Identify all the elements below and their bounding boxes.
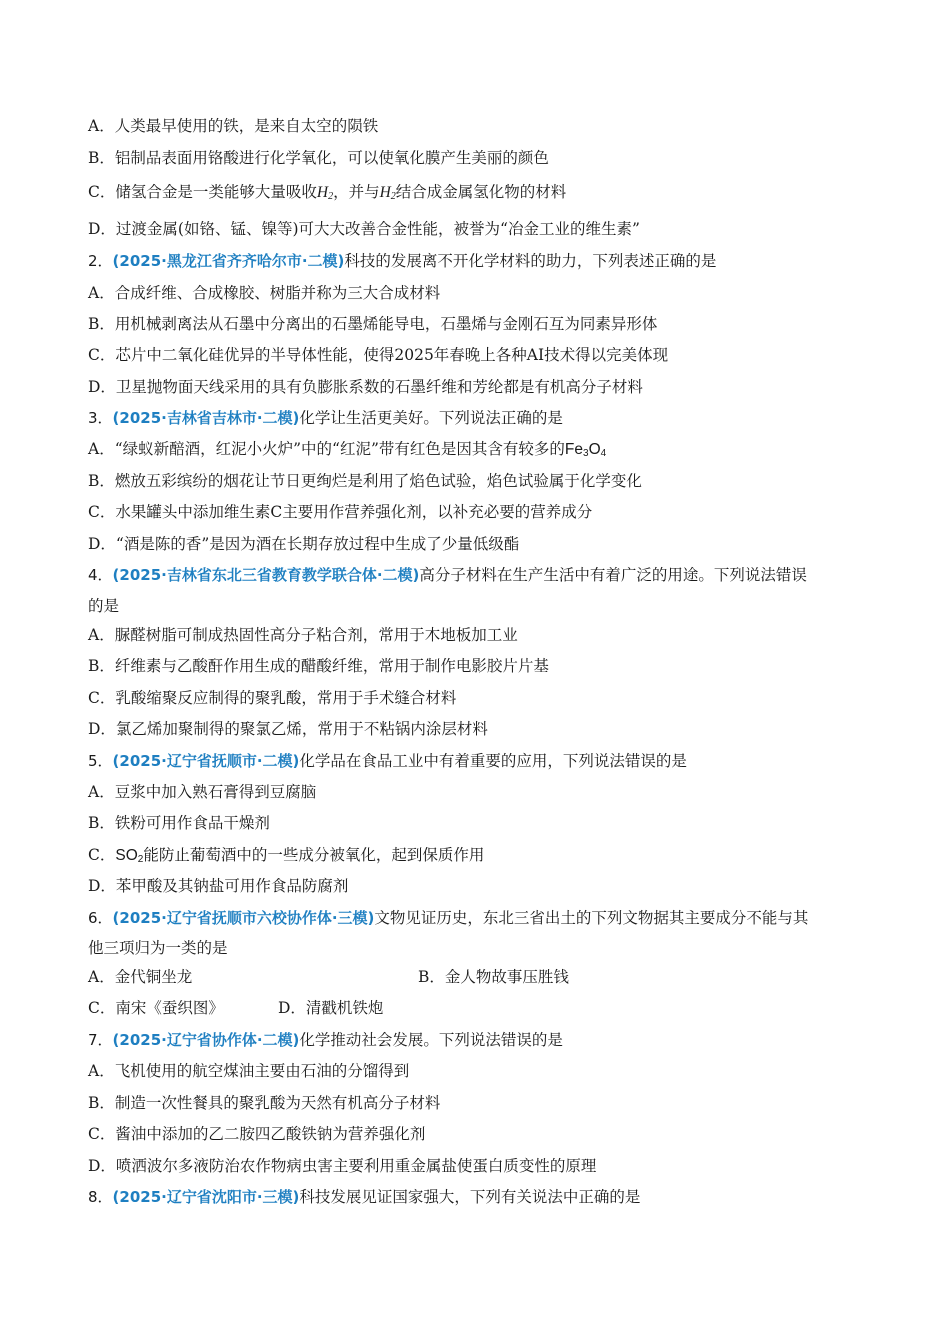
formula-fe: Fe (564, 441, 583, 458)
q6-option-c: C．南宋《蚕织图》 (88, 999, 224, 1017)
q1-option-c-text-pre: C．储氢合金是一类能够大量吸收 (88, 183, 317, 201)
question-number: 2． (88, 252, 113, 270)
q3-option-c: C．水果罐头中添加维生素C主要用作营养强化剂，以补充必要的营养成分 (88, 503, 593, 521)
q5-option-d: D．苯甲酸及其钠盐可用作食品防腐剂 (88, 877, 349, 895)
h2-formula: $H_2$ (316, 184, 334, 202)
q8-stem (88, 1186, 858, 1208)
question-stem: 科技的发展离不开化学材料的助力，下列表述正确的是 (344, 252, 717, 270)
formula-sub: 4 (600, 448, 607, 459)
q5-option-c (88, 844, 858, 867)
q2-option-a: A．合成纤维、合成橡胶、树脂并称为三大合成材料 (88, 284, 441, 302)
q3-option-b: B．燃放五彩缤纷的烟花让节日更绚烂是利用了焰色试验，焰色试验属于化学变化 (88, 472, 642, 490)
q1-option-c (88, 181, 858, 204)
q5-option-b: B．铁粉可用作食品干燥剂 (88, 814, 270, 832)
q5-option-c-text: 能防止葡萄酒中的一些成分被氧化，起到保质作用 (143, 846, 485, 864)
q1-option-c-text-post: 结合成金属氢化物的材料 (395, 183, 567, 201)
question-number: 6． (88, 909, 113, 927)
q7-option-c: C．酱油中添加的乙二胺四乙酸铁钠为营养强化剂 (88, 1125, 426, 1143)
question-source: (2025·辽宁省协作体·二模) (112, 1031, 300, 1049)
question-number: 8． (88, 1188, 113, 1206)
q3-stem (88, 407, 858, 429)
q2-option-c: C．芯片中二氧化硅优异的半导体性能，使得2025年春晚上各种AI技术得以完美体现 (88, 346, 669, 364)
question-stem: 科技发展见证国家强大，下列有关说法中正确的是 (299, 1188, 641, 1206)
q6-option-b: B．金人物故事压胜钱 (418, 968, 569, 986)
question-stem: 化学品在食品工业中有着重要的应用，下列说法错误的是 (299, 752, 687, 770)
question-number: 4． (88, 566, 113, 584)
option-letter: C． (88, 846, 116, 864)
question-stem: 化学推动社会发展。下列说法错误的是 (299, 1031, 563, 1049)
formula-h: H (316, 184, 329, 201)
q6-stem (88, 907, 858, 929)
q1-option-a: A．人类最早使用的铁，是来自太空的陨铁 (88, 117, 379, 135)
question-source: (2025·辽宁省抚顺市·二模) (112, 752, 300, 770)
q4-stem-continued: 的是 (88, 597, 120, 615)
fe3o4-formula (565, 441, 606, 458)
formula-sub: 2 (137, 854, 144, 865)
question-stem: 文物见证历史，东北三省出土的下列文物据其主要成分不能与其 (374, 909, 809, 927)
q4-stem (88, 564, 858, 586)
question-number: 5． (88, 752, 113, 770)
q1-option-b: B．铝制品表面用铬酸进行化学氧化，可以使氧化膜产生美丽的颜色 (88, 149, 549, 167)
q3-option-d: D．“酒是陈的香”是因为酒在长期存放过程中生成了少量低级酯 (88, 535, 520, 553)
question-stem: 高分子材料在生产生活中有着广泛的用途。下列说法错误 (419, 566, 807, 584)
q4-option-b: B．纤维素与乙酸酐作用生成的醋酸纤维，常用于制作电影胶片片基 (88, 657, 549, 675)
q1-option-c-text-mid: ，并与 (333, 183, 380, 201)
q6-option-d: D．清戳机铁炮 (278, 999, 384, 1017)
q1-option-d: D．过渡金属(如铬、锰、镍等)可大大改善合金性能，被誉为“冶金工业的维生素” (88, 220, 640, 238)
q7-option-a: A．飞机使用的航空煤油主要由石油的分馏得到 (88, 1062, 410, 1080)
question-number: 7． (88, 1031, 113, 1049)
q3-option-a (88, 438, 858, 461)
q7-option-d: D．喷洒波尔多液防治农作物病虫害主要利用重金属盐使蛋白质变性的原理 (88, 1157, 597, 1175)
q6-option-a: A．金代铜坐龙 (88, 968, 193, 986)
q3-option-a-text: A．“绿蚁新醅酒，红泥小火炉”中的“红泥”带有红色是因其含有较多的 (88, 440, 565, 458)
q7-stem (88, 1029, 858, 1051)
question-source: (2025·辽宁省沈阳市·三模) (112, 1188, 300, 1206)
q4-option-a: A．脲醛树脂可制成热固性高分子粘合剂，常用于木地板加工业 (88, 626, 518, 644)
q2-option-d: D．卫星抛物面天线采用的具有负膨胀系数的石墨纤维和芳纶都是有机高分子材料 (88, 378, 643, 396)
question-source: (2025·吉林省东北三省教育教学联合体·二模) (112, 566, 420, 584)
question-number: 3． (88, 409, 113, 427)
q7-option-b: B．制造一次性餐具的聚乳酸为天然有机高分子材料 (88, 1094, 441, 1112)
q2-stem (88, 250, 858, 272)
q5-option-a: A．豆浆中加入熟石膏得到豆腐脑 (88, 783, 317, 801)
q4-option-c: C．乳酸缩聚反应制得的聚乳酸，常用于手术缝合材料 (88, 689, 457, 707)
formula-sub: 3 (583, 448, 589, 459)
q6-options-row1 (88, 966, 858, 988)
formula-o: O (588, 441, 601, 458)
formula-h: H (379, 184, 391, 201)
q4-option-d: D．氯乙烯加聚制得的聚氯乙烯，常用于不粘锅内涂层材料 (88, 720, 488, 738)
formula-so: SO (115, 847, 138, 864)
so2-formula (115, 847, 143, 864)
question-source: (2025·吉林省吉林市·二模) (112, 409, 300, 427)
h2-formula: $H_2$ (379, 184, 396, 202)
q2-option-b: B．用机械剥离法从石墨中分离出的石墨烯能导电，石墨烯与金刚石互为同素异形体 (88, 315, 658, 333)
question-stem: 化学让生活更美好。下列说法正确的是 (299, 409, 563, 427)
q6-options-row2 (88, 997, 858, 1019)
q5-stem (88, 750, 858, 772)
question-source: (2025·辽宁省抚顺市六校协作体·三模) (112, 909, 375, 927)
question-source: (2025·黑龙江省齐齐哈尔市·二模) (112, 252, 345, 270)
q6-stem-continued: 他三项归为一类的是 (88, 939, 228, 957)
